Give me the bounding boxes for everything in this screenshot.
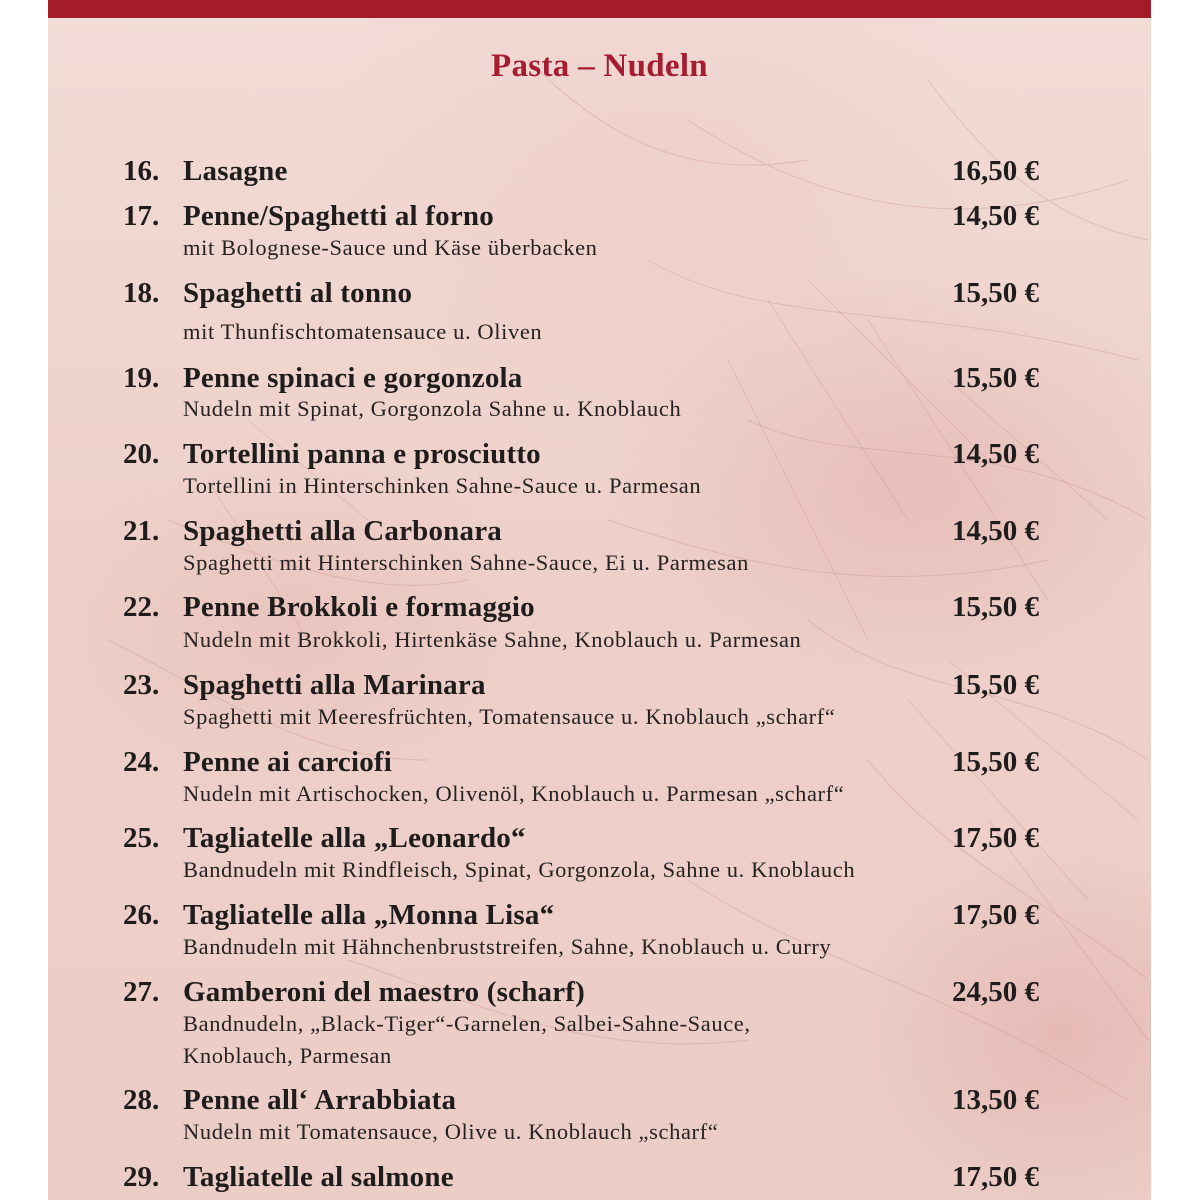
item-description: Nudeln mit Tomatensauce, Olive u. Knoblauch „scharf“ — [183, 1119, 719, 1144]
item-number: 23. — [123, 669, 160, 701]
item-price: 14,50 € — [952, 515, 1039, 547]
item-description: Nudeln mit Brokkoli, Hirtenkäse Sahne, Knoblauch u. Parmesan — [183, 627, 802, 652]
item-price: 14,50 € — [952, 438, 1039, 470]
item-name: Penne/Spaghetti al forno — [183, 200, 494, 232]
item-price: 15,50 € — [952, 669, 1039, 701]
item-price: 15,50 € — [952, 277, 1039, 309]
item-number: 21. — [123, 515, 160, 547]
item-price: 15,50 € — [952, 591, 1039, 623]
item-description: mit Thunfischtomatensauce u. Oliven — [183, 319, 543, 344]
item-price: 17,50 € — [952, 899, 1039, 931]
menu-page — [48, 0, 1151, 1200]
item-name: Tagliatelle alla „Leonardo“ — [183, 822, 526, 854]
section-title: Pasta – Nudeln — [491, 48, 708, 84]
item-price: 15,50 € — [952, 746, 1039, 778]
item-name: Spaghetti al tonno — [183, 277, 413, 309]
item-name: Spaghetti alla Marinara — [183, 669, 486, 701]
item-description: Bandnudeln, „Black-Tiger“-Garnelen, Salbei-Sahne-Sauce, Knoblauch, Parmesan — [183, 1011, 751, 1068]
item-number: 27. — [123, 976, 160, 1008]
item-number: 17. — [123, 200, 160, 232]
item-name: Tagliatelle al salmone — [183, 1161, 454, 1193]
item-number: 24. — [123, 746, 160, 778]
item-description: Spaghetti mit Hinterschinken Sahne-Sauce, Ei u. Parmesan — [183, 550, 749, 575]
item-number: 26. — [123, 899, 160, 931]
item-name: Spaghetti alla Carbonara — [183, 515, 502, 547]
item-number: 25. — [123, 822, 160, 854]
top-accent-bar — [48, 0, 1151, 18]
item-number: 19. — [123, 362, 160, 394]
item-description: mit Bolognese-Sauce und Käse überbacken — [183, 235, 598, 260]
item-price: 17,50 € — [952, 1161, 1039, 1193]
item-price: 24,50 € — [952, 976, 1039, 1008]
item-name: Penne spinaci e gorgonzola — [183, 362, 523, 394]
item-price: 16,50 € — [952, 155, 1039, 187]
item-price: 17,50 € — [952, 822, 1039, 854]
item-name: Penne Brokkoli e formaggio — [183, 591, 535, 623]
item-description: Nudeln mit Artischocken, Olivenöl, Knoblauch u. Parmesan „scharf“ — [183, 781, 845, 806]
item-price: 14,50 € — [952, 200, 1039, 232]
item-description: Bandnudeln mit Rindfleisch, Spinat, Gorgonzola, Sahne u. Knoblauch — [183, 857, 856, 882]
item-price: 15,50 € — [952, 362, 1039, 394]
item-number: 18. — [123, 277, 160, 309]
item-name: Penne ai carciofi — [183, 746, 393, 778]
item-name: Lasagne — [183, 155, 288, 187]
item-name: Gamberoni del maestro (scharf) — [183, 976, 586, 1008]
item-number: 16. — [123, 155, 160, 187]
item-description: Spaghetti mit Meeresfrüchten, Tomatensauce u. Knoblauch „scharf“ — [183, 704, 836, 729]
item-name: Tagliatelle alla „Monna Lisa“ — [183, 899, 555, 931]
item-description: Bandnudeln mit Hähnchenbruststreifen, Sahne, Knoblauch u. Curry — [183, 934, 832, 959]
item-price: 13,50 € — [952, 1084, 1039, 1116]
item-name: Tortellini panna e prosciutto — [183, 438, 541, 470]
item-name: Penne all‘ Arrabbiata — [183, 1084, 457, 1116]
item-number: 20. — [123, 438, 160, 470]
item-number: 28. — [123, 1084, 160, 1116]
item-description: Nudeln mit Spinat, Gorgonzola Sahne u. Knoblauch — [183, 396, 682, 421]
item-number: 29. — [123, 1161, 160, 1193]
item-number: 22. — [123, 591, 160, 623]
item-description: Tortellini in Hinterschinken Sahne-Sauce u. Parmesan — [183, 473, 702, 498]
